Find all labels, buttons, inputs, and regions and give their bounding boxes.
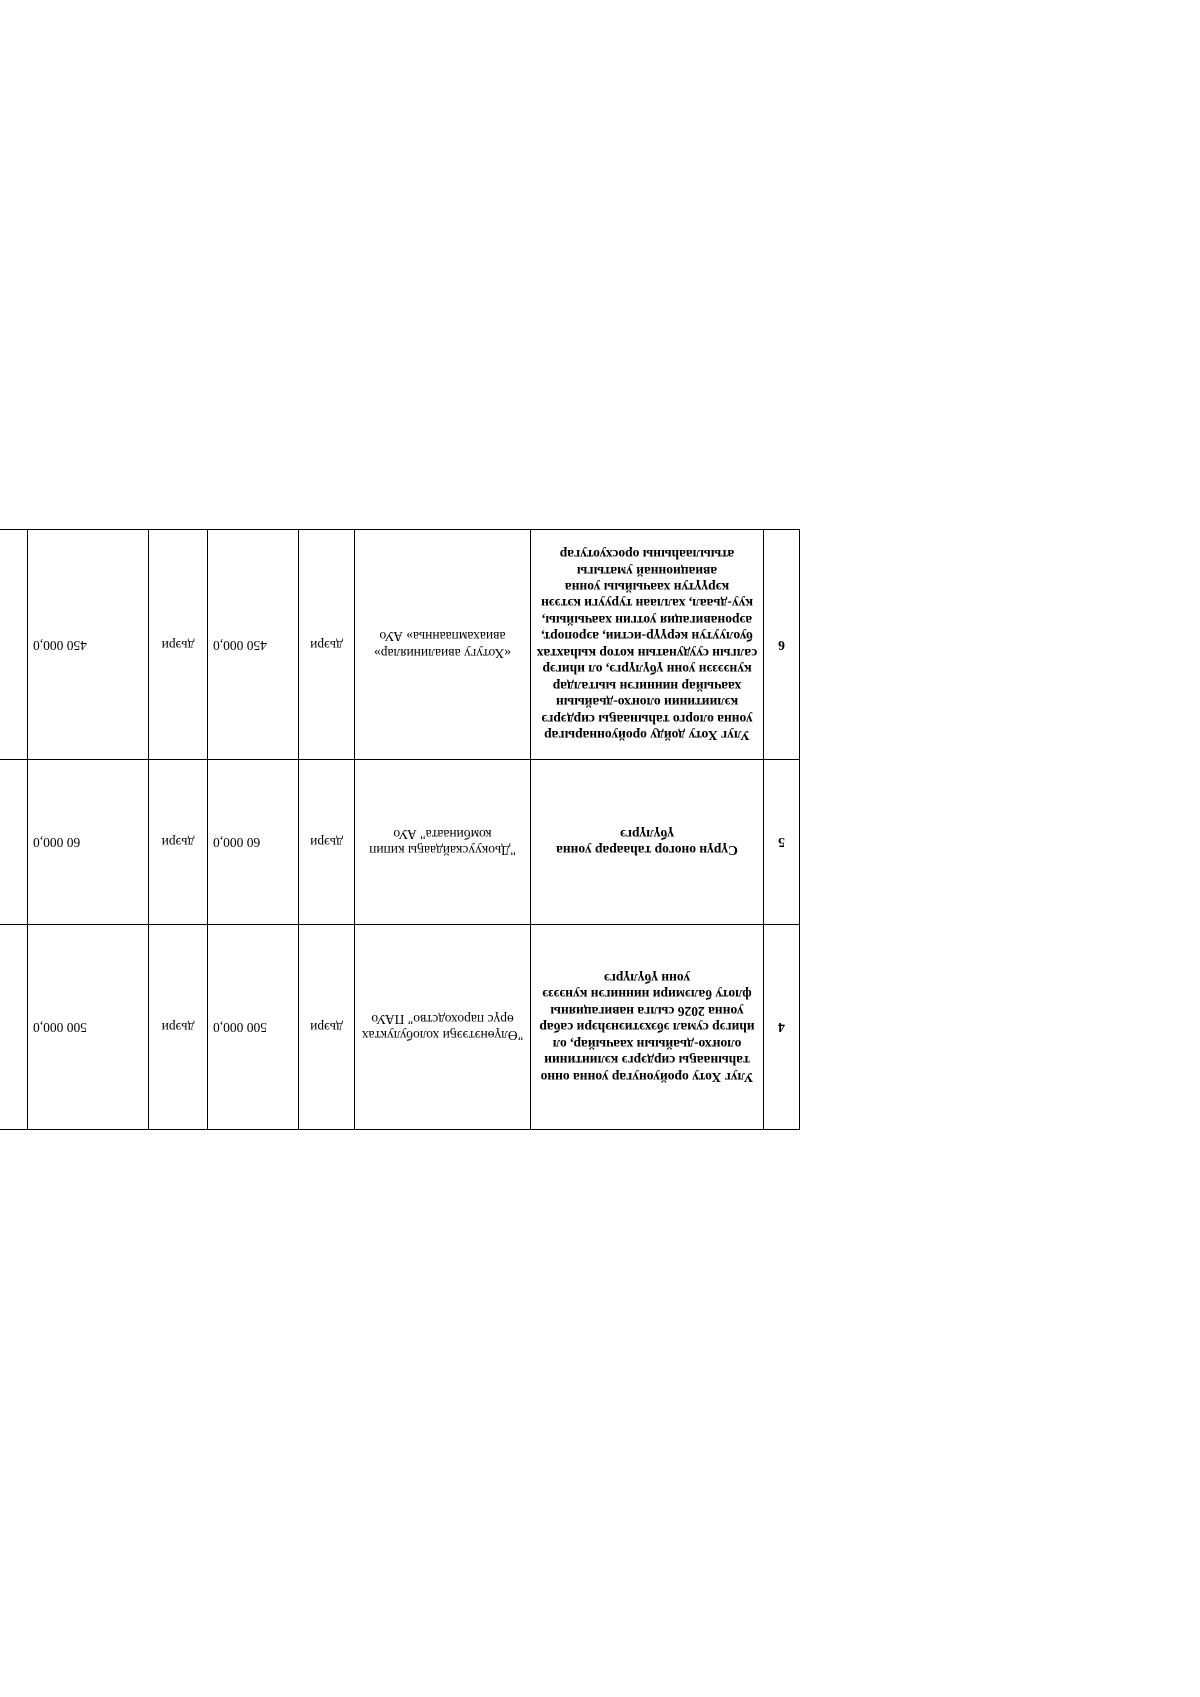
amount-value: 60 000,0 [28,759,149,924]
status-label [0,925,28,1130]
currency-label: дьэри [299,529,355,759]
organization-name: «Хотугу авиалиниялар» авиахампаанньа» АУо [355,529,531,759]
rotated-sheet [0,298,1200,1398]
amount-value: 500 000,0 [28,925,149,1130]
status-label [0,759,28,924]
currency-label: дьэри [149,759,208,924]
page-content [0,298,895,1398]
table-row [0,925,800,1130]
amount-value: 450 000,0 [28,529,149,759]
project-name: Улуг Хоту оройуонугар уонна оннo таһынааҕы сирдэргэ кэлиитинии олоҥхо-дьайыын хаачыйар, ол иһигэр сумал эбэхэтиэнэһэри сабар уонна 2026 сылга навигацияны флоту балэмири ниннигэн кунээзэ уонн үбүлүргэ [531,925,764,1130]
table-row [0,529,800,759]
row-number: 6 [764,529,800,759]
currency-label: дьэри [299,925,355,1130]
row-number: 5 [764,759,800,924]
row-number: 4 [764,925,800,1130]
table-body [0,529,800,1129]
organization-name: "Дьокуускайдааҕы кипип комбинаата" АУо [355,759,531,924]
project-name: Улуг Хоту дойду оройуоннарыгар уонна олорго таһынааҕы сирдэргэ кэлиитинии олоҥхо-дьайыын хаачыйар ниннигэн ыыталдар кунээзэн уонн үбүлүргэ, ол иһигэр салгын суудунатын котор кыһахтах буолуутун керүүр-истии, аэропорт, аэронавигация уотгин хаачыйыы, куу-дьаал, халлаан турууги кэтээн кэрүүтун хаачыйыы уонна авиационнай уматыгы атыылааһыны оросхуотугар [531,529,764,759]
guarantee-table [0,529,800,1130]
amount-value: 500 000,0 [208,925,299,1130]
table-row [0,759,800,924]
amount-value: 60 000,0 [208,759,299,924]
currency-label: дьэри [299,759,355,924]
currency-label: дьэри [149,925,208,1130]
page [0,298,1200,1398]
currency-label: дьэри [149,529,208,759]
status-label [0,529,28,759]
organization-name: "Өлүөнэтээҕи холобулуктах өрүс пароходство" ПАУо [355,925,531,1130]
amount-value: 450 000,0 [208,529,299,759]
project-name: Сүрүн оногор таһаарар уонна үбүлүргэ [531,759,764,924]
